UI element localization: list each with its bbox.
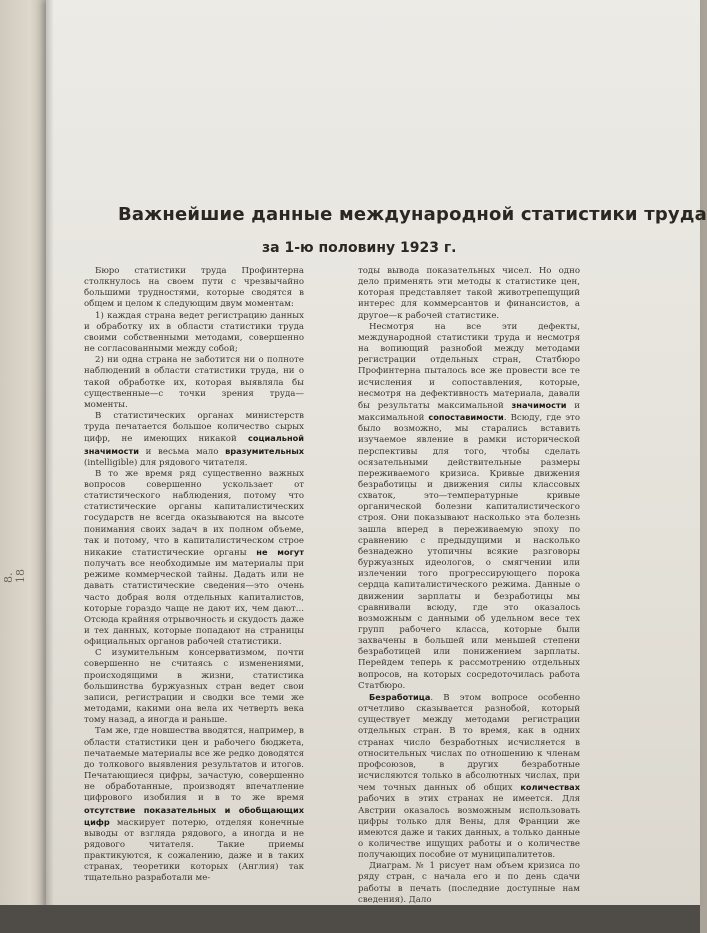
- bold-phrase: социальной значимости: [84, 433, 304, 456]
- text-run: получать все необходимые им материалы при режиме коммерческой тайны. Дадать или не давать статистические сведения—это очень часто добрая воля отдельных капиталистов, которые гораздо чаще не дают их, чем дают... Отсюда крайняя отрывочность и скудость даже и тех данных, которые попадают на страницы официальных органов рабочей статистики.: [84, 559, 304, 648]
- right-text-column: [358, 266, 580, 905]
- page-spine-shadow: [46, 0, 54, 908]
- text-run: маскирует потерю, отделяя конечные выводы от взгляда рядового, а иногда и не рядового читателя. Такие приемы практикуются, к сожалению, даже и в таких странах, теоретики которых (Англия) так тщательно разработали ме-: [84, 817, 304, 884]
- bold-phrase: вразумительных: [225, 445, 304, 456]
- left-text-column: [84, 266, 304, 894]
- margin-mark: 8. 18: [2, 569, 27, 583]
- paragraph: [358, 692, 580, 861]
- section-heading: Безработица: [369, 691, 431, 702]
- text-run: . В этом вопросе особенно отчетливо сказывается разнобой, который существует между методами регистрации отдельных стран. В то время, как в одних странах число безработных исчисляется в относительных числах по отношению к членам профсоюзов, в других безработные исчисляются только в абсолютных числах, при чем точных данных об общих: [358, 692, 580, 794]
- page-title: Важнейшие данные международной статистики труда: [118, 204, 707, 225]
- underlying-page: [0, 0, 50, 933]
- paragraph: [84, 411, 304, 469]
- text-run: рабочих в этих странах не имеется. Для Австрии оказалось возможным использовать цифры только для Вены, для Франции же имеются даже и таких данных, а только данные о количестве ищущих работы и о количестве получающих пособие от муниципалитетов.: [358, 794, 580, 861]
- background-surface: [0, 905, 700, 933]
- bold-phrase: количествах: [520, 782, 580, 793]
- paragraph: [358, 322, 580, 692]
- page-subtitle: за 1-ю половину 1923 г.: [262, 240, 457, 256]
- paragraph: [84, 469, 304, 649]
- paragraph: [84, 726, 304, 884]
- bold-phrase: отсутствие показательных и обобщающих цифр: [84, 804, 304, 827]
- text-run: Несмотря на все эти дефекты, международной статистики труда и несмотря на вопиющий разнобой между методами регистрации отдельных стран, Статбюро Профинтерна пыталось все же провести все те исчисления и сопоставления, которые, несмотря на дефективность материала, давали бы результаты максимальной: [358, 321, 580, 411]
- paragraph: Диаграм. № 1 рисует нам объем кризиса по ряду стран, с начала его и по день сдачи работы в печать (последние доступные нам сведения). Дало: [358, 861, 580, 905]
- text-run: В то же время ряд существенно важных вопросов совершенно ускользает от статистического наблюдения, потому что статистические органы капиталистических государств не всегда оказываются на высоте понимания своих задач в их полном объеме, так и потому, что в капиталистическом строе никакие статистические органы: [84, 468, 304, 558]
- paragraph: 2) ни одна страна не заботится ни о полноте наблюдений в области статистики труда, ни о такой обработке их, которая выявляла бы существенные—с точки зрения труда—моменты.: [84, 355, 304, 410]
- text-run: и весьма мало: [138, 446, 226, 457]
- text-run: В статистических органах министерств труда печатается большое количество сырых цифр, не имеющих никакой: [84, 411, 304, 445]
- paragraph: 1) каждая страна ведет регистрацию данных и обработку их в области статистики труда своими собственными методами, совершенно не согласованными между собой;: [84, 310, 304, 355]
- bold-phrase: сопоставимости: [428, 412, 504, 423]
- bold-phrase: значимости: [511, 399, 567, 410]
- text-run: и максимальной: [358, 400, 580, 424]
- text-run: Там же, где новшества вводятся, например, в области статистики цен и рабочего бюджета, печатаемые материалы все же редко доводятся до толкового выявления результатов и итогов. Печатающиеся цифры, зачастую, совершенно не обработанные, производят впечатление цифрового изобилия и в то же время: [84, 726, 304, 804]
- bold-phrase: не могут: [256, 546, 304, 557]
- paragraph: Бюро статистики труда Профинтерна столкнулось на своем пути с чрезвычайно большими трудностями, которые сводятся в общем и целом к следующим двум моментам:: [84, 266, 304, 310]
- paragraph: С изумительным консерватизмом, почти совершенно не считаясь с изменениями, происходящими в жизни, статистика большинства буржуазных стран ведет свои записи, регистрации и сводки все теми же методами, какими она вела их четверть века тому назад, а иногда и раньше.: [84, 648, 304, 726]
- text-run: (intelligible) для рядового читателя.: [84, 457, 248, 468]
- paragraph: тоды вывода показательных чисел. Но одно дело применять эти методы к статистике цен, которая представляет такой животрепещущий интерес для коммерсантов и финансистов, а другое—к рабочей статистике.: [358, 266, 580, 321]
- text-run: . Всюду, где это было возможно, мы старались вставить изучаемое явление в рамки исторической перспективы для того, чтобы сделать осязательными действительные размеры переживаемого кризиса. Кривые движения безработицы и движения силы классовых схваток, это—температурные кривые органической болезни капиталистического строя. Они показывают насколько эта болезнь зашла вперед в переживаемую эпоху по сравнению с предыдущими и насколько безнадежно утопичны всякие разговоры буржуазных идеологов, о смягчении или излечении того прогрессирующего порока сердца капиталистического режима. Данные о движении зарплаты и безработицы мы сравнивали всюду, где это оказалось возможным с данными об удельном весе тех групп рабочего класса, которые были захвачены в большей или меньшей степени безработицей или понижением зарплаты. Перейдем теперь к рассмотрению отдельных вопросов, на которых сосредоточилась работа Статбюро.: [358, 413, 580, 691]
